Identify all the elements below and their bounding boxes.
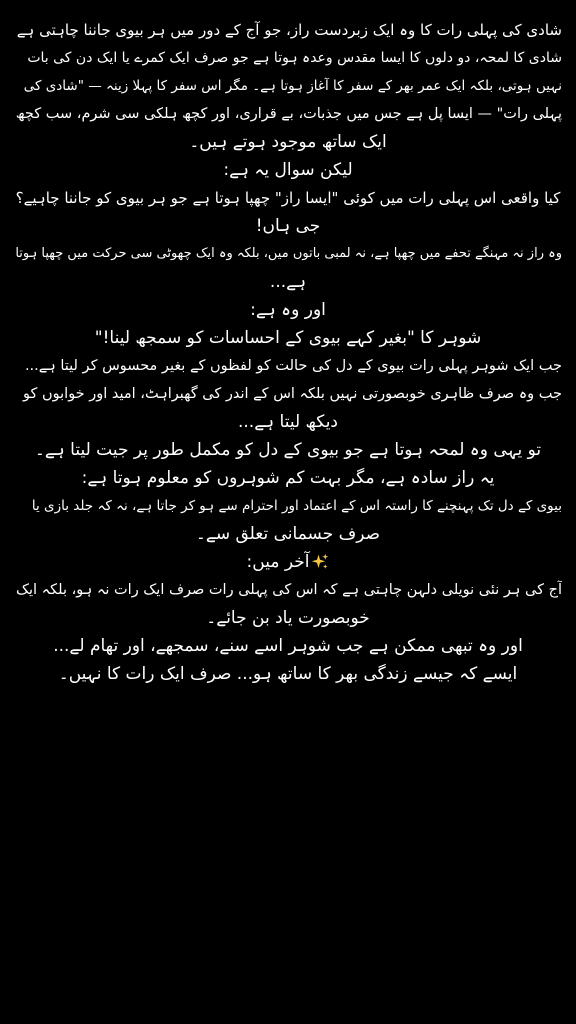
text-line-23: اور وہ تبھی ممکن ہے جب شوہر اسے سنے، سمجھے، اور تھام لے...: [53, 636, 523, 656]
text-line-4: پہلی رات" — ایسا پل ہے جس میں جذبات، بے قراری، اور کچھ ہلکی سی شرم، سب کچھ: [15, 106, 562, 122]
text-line-9: وہ راز نہ مہنگے تحفے میں چھپا ہے، نہ لمبی باتوں میں، بلکہ وہ ایک چھوٹی سی حرکت میں چھپا ہوتا: [15, 246, 562, 261]
text-line-10: ہے...: [269, 272, 307, 292]
text-line-24: ایسے کہ جیسے زندگی بھر کا ساتھ ہو... صرف ایک رات کا نہیں۔: [58, 664, 518, 684]
text-line-13: جب ایک شوہر پہلی رات بیوی کے دل کی حالت کو لفظوں کے بغیر محسوس کر لیتا ہے...: [24, 358, 562, 374]
text-line-19: صرف جسمانی تعلق سے۔: [195, 524, 381, 544]
conclusion-heading-row: [14, 550, 562, 574]
text-line-16: تو یہی وہ لمحہ ہوتا ہے جو بیوی کے دل کو مکمل طور پر جیت لیتا ہے۔: [34, 440, 542, 460]
secret-line: شوہر کا "بغیر کہے بیوی کے احساسات کو سمجھ لینا!": [94, 328, 482, 348]
text-line-11: اور وہ ہے:: [250, 300, 326, 320]
answer-line: جی ہاں!: [255, 216, 321, 236]
text-line-22: خوبصورت یاد بن جائے۔: [206, 608, 370, 628]
text-line-14: جب وہ صرف ظاہری خوبصورتی نہیں بلکہ اس کے اندر کی گھبراہٹ، امید اور خوابوں کو: [22, 386, 562, 402]
text-line-7: کیا واقعی اس پہلی رات میں کوئی "ایسا راز" چھپا ہوتا ہے جو ہر بیوی کو جاننا چاہیے؟: [15, 189, 561, 207]
text-line-1: شادی کی پہلی رات کا وہ ایک زبردست راز، جو آج کے دور میں ہر بیوی جاننا چاہتی ہے: [16, 21, 562, 39]
question-heading: لیکن سوال یہ ہے:: [223, 160, 353, 180]
conclusion-heading: آخر میں:: [246, 552, 310, 572]
text-line-15: دیکھ لیتا ہے...: [238, 412, 338, 432]
text-line-2: شادی کا لمحہ، دو دلوں کا ایسا مقدس وعدہ ہوتا ہے جو صرف ایک کمرے یا ایک دن کی بات: [27, 50, 562, 66]
sparkles-icon: [311, 553, 329, 571]
text-line-21: آج کی ہر نئی نویلی دلہن چاہتی ہے کہ اس کی پہلی رات صرف ایک رات نہ ہو، بلکہ ایک: [16, 582, 562, 598]
text-line-17: یہ راز سادہ ہے، مگر بہت کم شوہروں کو معلوم ہوتا ہے:: [81, 468, 495, 488]
text-line-5: ایک ساتھ موجود ہوتے ہیں۔: [189, 132, 387, 152]
text-line-3: نہیں ہوتی، بلکہ ایک عمر بھر کے سفر کا آغاز ہوتا ہے۔ مگر اس سفر کا پہلا زینہ — "شادی کی: [23, 78, 562, 94]
text-line-18: بیوی کے دل تک پہنچنے کا راستہ اس کے اعتماد اور احترام سے ہو کر جاتا ہے، نہ کہ جلد بازی یا: [31, 498, 562, 514]
